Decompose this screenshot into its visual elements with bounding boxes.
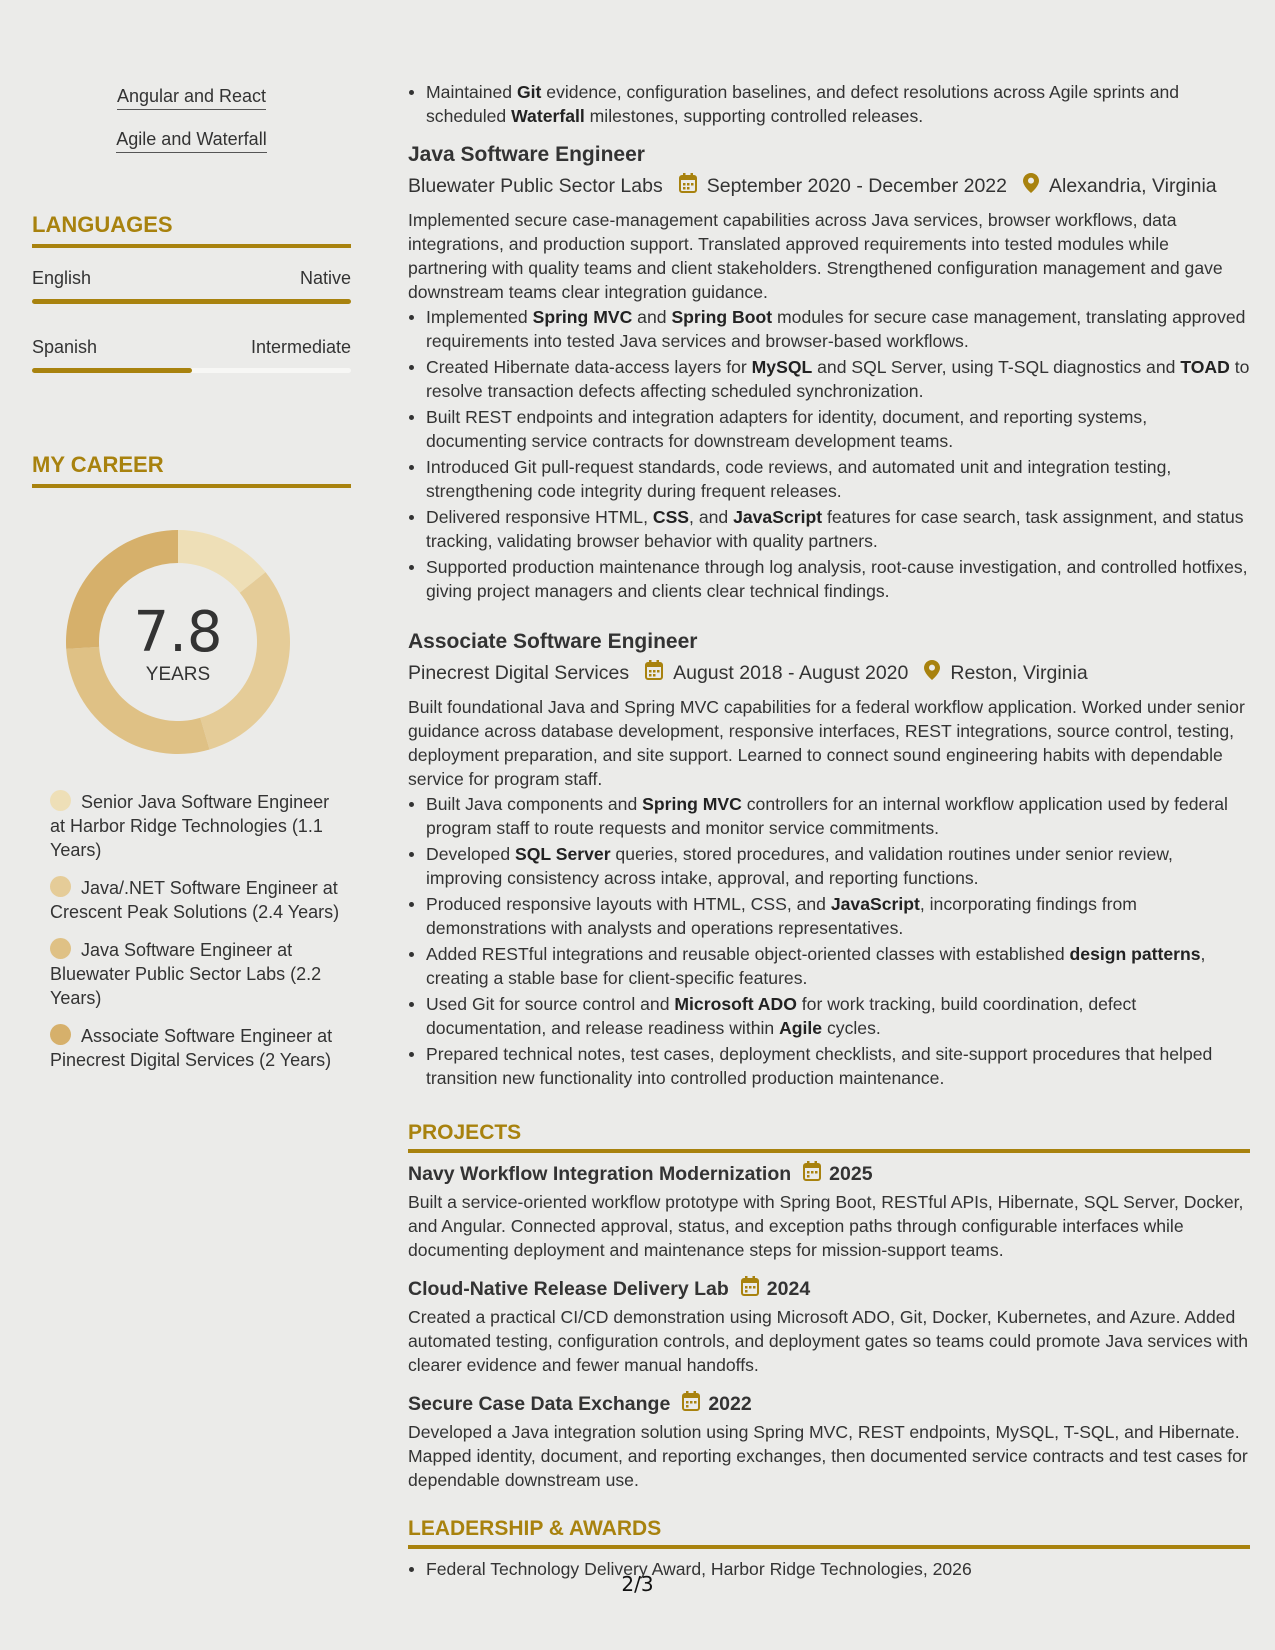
projects-section xyxy=(408,1121,1250,1492)
bullet-item: Maintained Git evidence, configuration baselines, and defect resolutions across Agile sprints and scheduled Waterfall milestones, supporting controlled releases. xyxy=(408,80,1250,128)
project-year: 2022 xyxy=(708,1392,752,1415)
job-location: Alexandria, Virginia xyxy=(1048,174,1217,197)
job-title: Associate Software Engineer xyxy=(408,630,698,653)
bullet-item: Supported production maintenance through log analysis, root-cause investigation, and controlled hotfixes, giving project managers and clients clear technical findings. xyxy=(408,555,1250,603)
company-name: Pinecrest Digital Services xyxy=(408,661,630,684)
bullet-item: Built Java components and Spring MVC controllers for an internal workflow application used by federal program staff to route requests and monitor service commitments. xyxy=(408,792,1250,840)
career-legend-item xyxy=(50,1024,340,1072)
page-number: 2/3 xyxy=(621,1572,654,1596)
bullet-list xyxy=(408,792,1250,1090)
company-name: Bluewater Public Sector Labs xyxy=(408,174,663,197)
skill-tag: Angular and React xyxy=(117,86,266,110)
career-legend xyxy=(50,790,340,1086)
legend-label: Java/.NET Software Engineer at Crescent Peak Solutions (2.4 Years) xyxy=(50,878,340,922)
leadership-heading: LEADERSHIP & AWARDS xyxy=(408,1517,1250,1549)
legend-label: Associate Software Engineer at Pinecrest Digital Services (2 Years) xyxy=(50,1026,333,1070)
bullet-item: Added RESTful integrations and reusable object-oriented classes with established design patterns, creating a stable base for client-specific features. xyxy=(408,942,1250,990)
map-pin-icon xyxy=(924,660,940,686)
projects-heading: PROJECTS xyxy=(408,1121,1250,1153)
bullet-item: Introduced Git pull-request standards, code reviews, and automated unit and integration testing, strengthening code integrity during frequent releases. xyxy=(408,455,1250,503)
bullet-list xyxy=(408,80,1250,128)
legend-label: Java Software Engineer at Bluewater Public Sector Labs (2.2 Years) xyxy=(50,940,322,1008)
bullet-list xyxy=(408,305,1250,603)
project-description: Developed a Java integration solution using Spring MVC, REST endpoints, MySQL, T-SQL, and Hibernate. Mapped identity, document, and reporting exchanges, then documented service contracts and test cases for dependable downstream use. xyxy=(408,1422,1248,1490)
skill-tag: Agile and Waterfall xyxy=(116,129,266,153)
calendar-icon xyxy=(803,1161,821,1187)
career-years-label: YEARS xyxy=(145,664,211,685)
career-donut-chart xyxy=(66,530,290,754)
legend-dot xyxy=(50,790,71,811)
language-bar-fill xyxy=(32,368,192,373)
calendar-icon xyxy=(741,1276,759,1302)
bullet-item: Prepared technical notes, test cases, deployment checklists, and site-support procedures that helped transition new functionality into controlled production maintenance. xyxy=(408,1042,1250,1090)
bullet-item: Built REST endpoints and integration adapters for identity, document, and reporting systems, documenting service contracts for downstream development teams. xyxy=(408,405,1250,453)
job-entry xyxy=(408,630,1250,1092)
project-name: Secure Case Data Exchange xyxy=(408,1392,671,1415)
bullet-item: Developed SQL Server queries, stored procedures, and validation routines under senior review, improving consistency across intake, approval, and reporting functions. xyxy=(408,842,1250,890)
job-title: Java Software Engineer xyxy=(408,143,645,166)
skill-tags xyxy=(32,86,351,172)
job-meta xyxy=(408,660,1250,686)
language-name: Spanish xyxy=(32,337,98,357)
project-description: Created a practical CI/CD demonstration using Microsoft ADO, Git, Docker, Kubernetes, and Azure. Added automated testing, configuration controls, and deployment gates so teams could promote Java services with clearer evidence and fewer manual handoffs. xyxy=(408,1307,1249,1375)
map-pin-icon xyxy=(1023,173,1039,199)
language-name: English xyxy=(32,268,92,288)
legend-dot xyxy=(50,1024,71,1045)
bullet-item: Used Git for source control and Microsoft ADO for work tracking, build coordination, defect documentation, and release readiness within Agile cycles. xyxy=(408,992,1250,1040)
project-entry xyxy=(408,1276,1250,1377)
calendar-icon xyxy=(679,173,697,199)
bullet-item: Delivered responsive HTML, CSS, and JavaScript features for case search, task assignment, and status tracking, validating browser behavior with quality partners. xyxy=(408,505,1250,553)
bullet-item: Federal Technology Delivery Award, Harbor Ridge Technologies, 2026 xyxy=(408,1557,1250,1581)
languages-heading: LANGUAGES xyxy=(32,212,351,248)
calendar-icon xyxy=(682,1391,700,1417)
job-summary: Built foundational Java and Spring MVC capabilities for a federal workflow application. Worked under senior guidance across database development, responsive interfaces, REST integrations, source control, testing, deployment preparation, and site support. Learned to connect sound engineering habits with dependable service for program staff. xyxy=(408,697,1245,789)
project-name: Cloud-Native Release Delivery Lab xyxy=(408,1277,729,1300)
job-entry xyxy=(408,143,1250,605)
project-year: 2025 xyxy=(829,1162,873,1185)
career-legend-item xyxy=(50,938,340,1010)
experience-continued xyxy=(408,80,1250,130)
job-location: Reston, Virginia xyxy=(950,661,1088,684)
career-legend-item xyxy=(50,876,340,924)
project-entry xyxy=(408,1391,1250,1492)
legend-dot xyxy=(50,938,71,959)
language-bar xyxy=(32,299,351,304)
bullet-item: Produced responsive layouts with HTML, CSS, and JavaScript, incorporating findings from demonstrations with analysts and operations representatives. xyxy=(408,892,1250,940)
language-level: Native xyxy=(299,268,351,288)
language-level: Intermediate xyxy=(250,337,351,357)
job-summary: Implemented secure case-management capabilities across Java services, browser workflows, data integrations, and production support. Translated approved requirements into tested modules while partnering with quality teams and client stakeholders. Strengthened configuration management and gave downstream teams clear integration guidance. xyxy=(408,210,1223,302)
job-meta xyxy=(408,173,1250,199)
career-heading: MY CAREER xyxy=(32,452,351,488)
language-bar xyxy=(32,368,351,373)
legend-label: Senior Java Software Engineer at Harbor Ridge Technologies (1.1 Years) xyxy=(50,792,330,860)
career-legend-item xyxy=(50,790,340,862)
job-dates: August 2018 - August 2020 xyxy=(673,661,909,684)
career-total-years: 7.8 xyxy=(133,600,223,665)
language-bar-fill xyxy=(32,299,351,304)
bullet-item: Created Hibernate data-access layers for MySQL and SQL Server, using T-SQL diagnostics and TOAD to resolve transaction defects affecting scheduled synchronization. xyxy=(408,355,1250,403)
bullet-item: Implemented Spring MVC and Spring Boot modules for secure case management, translating approved requirements into tested Java services and browser-based workflows. xyxy=(408,305,1250,353)
calendar-icon xyxy=(645,660,663,686)
project-year: 2024 xyxy=(766,1277,811,1300)
job-dates: September 2020 - December 2022 xyxy=(706,174,1007,197)
project-name: Navy Workflow Integration Modernization xyxy=(408,1162,792,1185)
legend-dot xyxy=(50,876,71,897)
project-description: Built a service-oriented workflow prototype with Spring Boot, RESTful APIs, Hibernate, SQL Server, Docker, and Angular. Connected approval, status, and exception paths through configurable interfaces while documenting deployment and maintenance steps for mission-support teams. xyxy=(408,1192,1244,1260)
project-entry xyxy=(408,1161,1250,1262)
